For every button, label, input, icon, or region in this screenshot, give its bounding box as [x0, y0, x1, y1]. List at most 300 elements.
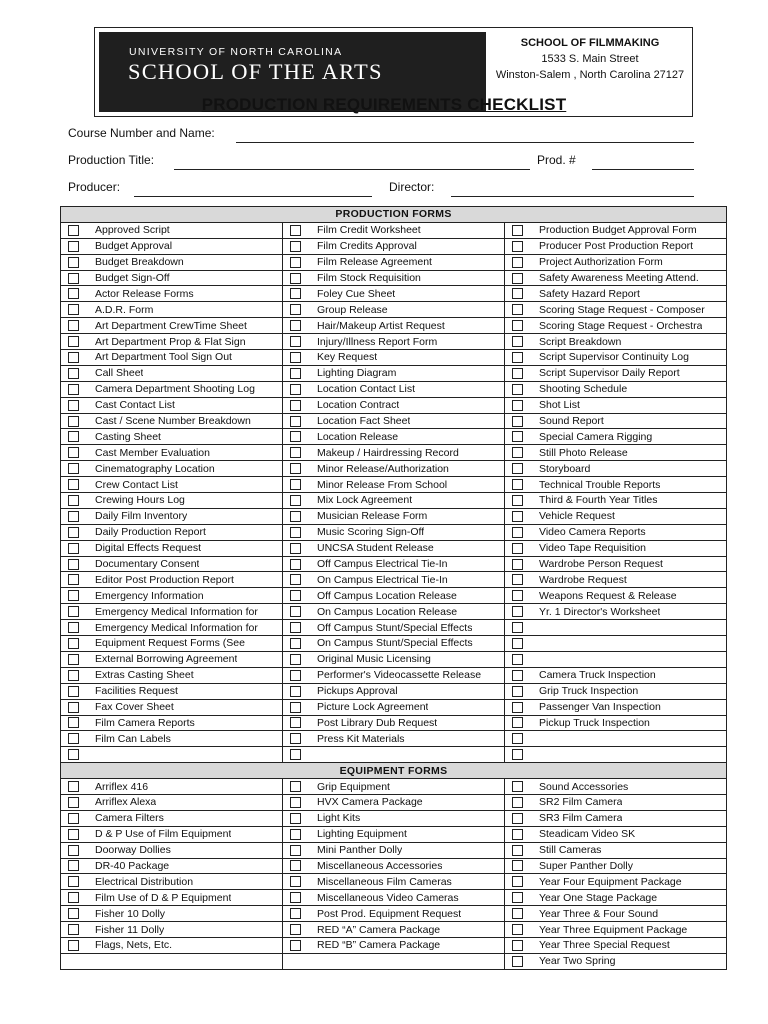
checklist-cell	[283, 397, 505, 413]
checkbox[interactable]	[68, 352, 79, 363]
checkbox[interactable]	[512, 860, 523, 871]
checkbox[interactable]	[68, 511, 79, 522]
checklist-cell	[505, 556, 727, 572]
checkbox[interactable]	[68, 733, 79, 744]
checkbox[interactable]	[68, 654, 79, 665]
checklist-row	[61, 508, 727, 524]
checkbox[interactable]	[512, 447, 523, 458]
producer-field[interactable]	[134, 196, 372, 197]
checkbox[interactable]	[512, 733, 523, 744]
checkbox[interactable]	[512, 717, 523, 728]
checkbox[interactable]	[290, 352, 301, 363]
checkbox[interactable]	[68, 606, 79, 617]
checkbox[interactable]	[512, 273, 523, 284]
checkbox[interactable]	[68, 543, 79, 554]
checkbox[interactable]	[512, 892, 523, 903]
checkbox[interactable]	[512, 797, 523, 808]
production-title-label: Production Title:	[68, 153, 155, 167]
checklist-item-label: Fisher 10 Dolly	[95, 907, 166, 920]
checklist-cell	[283, 429, 505, 445]
checklist-cell	[505, 588, 727, 604]
checkbox[interactable]	[290, 702, 301, 713]
checkbox[interactable]	[68, 288, 79, 299]
checkbox[interactable]	[68, 527, 79, 538]
checkbox[interactable]	[290, 400, 301, 411]
checkbox[interactable]	[290, 733, 301, 744]
checklist-cell	[283, 588, 505, 604]
checklist-cell	[283, 222, 505, 238]
checkbox[interactable]	[68, 908, 79, 919]
checkbox[interactable]	[68, 463, 79, 474]
checklist-cell	[61, 747, 283, 763]
checklist-item-label: Injury/Illness Report Form	[317, 335, 438, 348]
checkbox[interactable]	[512, 225, 523, 236]
checklist-item-label: Production Budget Approval Form	[539, 224, 697, 237]
checkbox[interactable]	[290, 638, 301, 649]
checklist-cell	[283, 254, 505, 270]
checklist-row	[61, 350, 727, 366]
checklist-item-label: Crewing Hours Log	[95, 494, 185, 507]
checklist-row	[61, 747, 727, 763]
checkbox[interactable]	[512, 606, 523, 617]
checkbox[interactable]	[512, 368, 523, 379]
checkbox[interactable]	[68, 384, 79, 395]
checklist-cell	[283, 318, 505, 334]
checklist-item-label: Project Authorization Form	[539, 256, 663, 269]
checklist-cell	[505, 477, 727, 493]
checklist-item-label: Year Four Equipment Package	[539, 875, 682, 888]
checkbox[interactable]	[290, 527, 301, 538]
checkbox[interactable]	[68, 829, 79, 840]
course-field[interactable]	[236, 142, 694, 143]
checklist-item-label: Makeup / Hairdressing Record	[317, 446, 459, 459]
checklist-cell	[61, 350, 283, 366]
checklist-cell	[505, 636, 727, 652]
checkbox[interactable]	[512, 352, 523, 363]
checkbox[interactable]	[512, 304, 523, 315]
checklist-cell	[505, 667, 727, 683]
checklist-item-label: Storyboard	[539, 462, 591, 475]
checkbox[interactable]	[290, 384, 301, 395]
checklist-item-label: Location Contract	[317, 399, 400, 412]
checkbox[interactable]	[68, 225, 79, 236]
checkbox[interactable]	[68, 845, 79, 856]
checklist-cell	[505, 381, 727, 397]
checkbox[interactable]	[512, 416, 523, 427]
checklist-item-label: Musician Release Form	[317, 510, 428, 523]
checkbox[interactable]	[68, 336, 79, 347]
checklist-item-label: Camera Filters	[95, 812, 164, 825]
checklist-item-label: Miscellaneous Video Cameras	[317, 891, 459, 904]
checklist-item-label: Crew Contact List	[95, 478, 178, 491]
checklist-item-label: Minor Release From School	[317, 478, 448, 491]
checklist-row	[61, 683, 727, 699]
checkbox[interactable]	[290, 225, 301, 236]
checkbox[interactable]	[68, 781, 79, 792]
checkbox[interactable]	[290, 320, 301, 331]
checklist-item-label: Editor Post Production Report	[95, 573, 234, 586]
checkbox[interactable]	[290, 304, 301, 315]
checkbox[interactable]	[512, 257, 523, 268]
checklist-cell	[61, 413, 283, 429]
checkbox[interactable]	[68, 749, 79, 760]
production-title-field[interactable]	[174, 169, 530, 170]
checklist-row	[61, 397, 727, 413]
checkbox[interactable]	[290, 654, 301, 665]
checkbox[interactable]	[68, 416, 79, 427]
checklist-cell	[61, 302, 283, 318]
checkbox[interactable]	[512, 876, 523, 887]
checkbox[interactable]	[68, 860, 79, 871]
checkbox[interactable]	[512, 384, 523, 395]
checkbox[interactable]	[512, 670, 523, 681]
checklist-cell	[505, 524, 727, 540]
checklist-item-label: Foley Cue Sheet	[317, 287, 396, 300]
checklist-cell	[505, 365, 727, 381]
checklist-cell	[283, 858, 505, 874]
checklist-cell	[505, 715, 727, 731]
checklist-row	[61, 937, 727, 953]
checkbox[interactable]	[68, 702, 79, 713]
checkbox[interactable]	[290, 940, 301, 951]
checklist-cell	[283, 731, 505, 747]
checkbox[interactable]	[290, 829, 301, 840]
checkbox[interactable]	[290, 892, 301, 903]
checklist-cell	[61, 810, 283, 826]
checkbox[interactable]	[512, 479, 523, 490]
checklist-row	[61, 826, 727, 842]
checklist-cell	[61, 826, 283, 842]
checkbox[interactable]	[290, 416, 301, 427]
checkbox[interactable]	[68, 686, 79, 697]
checkbox[interactable]	[68, 670, 79, 681]
checklist-cell	[61, 397, 283, 413]
checkbox[interactable]	[68, 431, 79, 442]
checklist-item-label: Film Credits Approval	[317, 240, 417, 253]
checklist-cell	[505, 937, 727, 953]
checkbox[interactable]	[512, 702, 523, 713]
checkbox[interactable]	[290, 813, 301, 824]
checklist-cell	[61, 286, 283, 302]
checklist-row	[61, 604, 727, 620]
checkbox[interactable]	[290, 463, 301, 474]
checklist-item-label: Daily Film Inventory	[95, 510, 188, 523]
checklist-cell	[61, 493, 283, 509]
checkbox[interactable]	[68, 622, 79, 633]
checkbox[interactable]	[68, 717, 79, 728]
checklist-item-label: Technical Trouble Reports	[539, 478, 661, 491]
checklist-cell	[283, 413, 505, 429]
checkbox[interactable]	[512, 320, 523, 331]
checkbox[interactable]	[512, 845, 523, 856]
checkbox[interactable]	[512, 622, 523, 633]
checkbox[interactable]	[512, 654, 523, 665]
checklist-cell	[505, 906, 727, 922]
checklist-cell	[283, 906, 505, 922]
checklist-item-label: Pickup Truck Inspection	[539, 716, 650, 729]
checklist-cell	[61, 461, 283, 477]
checkbox[interactable]	[290, 543, 301, 554]
checkbox[interactable]	[68, 797, 79, 808]
checkbox[interactable]	[290, 559, 301, 570]
checkbox[interactable]	[512, 686, 523, 697]
checkbox[interactable]	[68, 590, 79, 601]
checklist-cell	[283, 604, 505, 620]
checklist-item-label: Sound Report	[539, 415, 604, 428]
checklist-item-label: Location Contact List	[317, 383, 416, 396]
checklist-item-label: Shooting Schedule	[539, 383, 628, 396]
checklist-item-label: D & P Use of Film Equipment	[95, 828, 232, 841]
checkbox[interactable]	[290, 622, 301, 633]
checklist-item-label: Year Two Spring	[539, 955, 616, 968]
checklist-item-label: Still Cameras	[539, 844, 602, 857]
checklist-cell	[283, 715, 505, 731]
checklist-cell	[283, 794, 505, 810]
checklist-item-label: Group Release	[317, 303, 388, 316]
checkbox[interactable]	[512, 956, 523, 967]
checklist-cell	[283, 270, 505, 286]
checkbox[interactable]	[512, 400, 523, 411]
checkbox[interactable]	[512, 431, 523, 442]
checkbox[interactable]	[68, 257, 79, 268]
checklist-item-label: DR-40 Package	[95, 859, 170, 872]
checkbox[interactable]	[290, 368, 301, 379]
checklist-item-label: Budget Sign-Off	[95, 272, 170, 284]
director-label: Director:	[389, 180, 435, 194]
checklist-cell	[505, 572, 727, 588]
checkbox[interactable]	[512, 908, 523, 919]
checklist-item-label: Miscellaneous Accessories	[317, 859, 443, 872]
checklist-row	[61, 318, 727, 334]
checklist-row	[61, 445, 727, 461]
checkbox[interactable]	[68, 320, 79, 331]
checklist-row	[61, 302, 727, 318]
checklist-item-label: Documentary Consent	[95, 558, 200, 571]
checklist-cell	[283, 365, 505, 381]
checkbox[interactable]	[290, 781, 301, 792]
checkbox[interactable]	[512, 829, 523, 840]
checklist-item-label: Mix Lock Agreement	[317, 494, 413, 507]
checklist-cell	[61, 636, 283, 652]
checklist-item-label: Arriflex Alexa	[95, 796, 157, 809]
checkbox[interactable]	[290, 495, 301, 506]
checkbox[interactable]	[512, 495, 523, 506]
checklist-item-label: Actor Release Forms	[95, 287, 194, 300]
producer-label: Producer:	[68, 180, 121, 194]
checkbox[interactable]	[512, 574, 523, 585]
checkbox[interactable]	[290, 288, 301, 299]
checklist-item-label: Digital Effects Request	[95, 542, 202, 555]
checklist-item-label: A.D.R. Form	[95, 303, 154, 316]
checkbox[interactable]	[512, 638, 523, 649]
checkbox[interactable]	[68, 479, 79, 490]
checklist-cell	[283, 350, 505, 366]
checkbox[interactable]	[512, 813, 523, 824]
checklist-cell	[283, 461, 505, 477]
checkbox[interactable]	[512, 527, 523, 538]
checklist-item-label: RED “A” Camera Package	[317, 923, 441, 936]
checkbox[interactable]	[68, 495, 79, 506]
checkbox[interactable]	[290, 574, 301, 585]
checkbox[interactable]	[512, 288, 523, 299]
checkbox[interactable]	[68, 638, 79, 649]
checkbox[interactable]	[512, 781, 523, 792]
checkbox[interactable]	[68, 368, 79, 379]
checkbox[interactable]	[290, 908, 301, 919]
checklist-cell	[61, 318, 283, 334]
checkbox[interactable]	[68, 876, 79, 887]
checklist-cell	[505, 953, 727, 969]
checklist-item-label: Casting Sheet	[95, 430, 161, 443]
checklist-cell	[505, 318, 727, 334]
checklist-row	[61, 953, 727, 969]
checklist-item-label: Equipment Request Forms (See	[95, 637, 245, 650]
checkbox[interactable]	[290, 860, 301, 871]
checklist-item-label: Facilities Request	[95, 685, 178, 698]
checkbox[interactable]	[290, 479, 301, 490]
checklist-row	[61, 493, 727, 509]
checklist-item-label: Wardrobe Person Request	[539, 558, 663, 571]
checkbox[interactable]	[290, 447, 301, 458]
director-field[interactable]	[451, 196, 694, 197]
checkbox[interactable]	[290, 336, 301, 347]
checklist-item-label: Script Supervisor Daily Report	[539, 367, 680, 380]
checkbox[interactable]	[512, 463, 523, 474]
checklist-item-label: Fax Cover Sheet	[95, 701, 174, 714]
checkbox[interactable]	[68, 304, 79, 315]
checkbox[interactable]	[290, 257, 301, 268]
checkbox[interactable]	[68, 241, 79, 252]
checklist-cell	[505, 445, 727, 461]
checkbox[interactable]	[290, 590, 301, 601]
checklist-item-label: Camera Truck Inspection	[539, 669, 656, 682]
checklist-item-label: Miscellaneous Film Cameras	[317, 875, 452, 888]
checklist-cell	[505, 810, 727, 826]
address-city: Winston-Salem , North Carolina 27127	[495, 69, 685, 81]
checklist-cell	[61, 794, 283, 810]
checklist-cell	[505, 683, 727, 699]
checklist-item-label: Music Scoring Sign-Off	[317, 526, 425, 539]
checklist-item-label: Minor Release/Authorization	[317, 462, 449, 475]
section-header-row	[61, 207, 727, 223]
checkbox[interactable]	[290, 670, 301, 681]
checklist-cell	[283, 683, 505, 699]
checklist-cell	[283, 842, 505, 858]
checklist-cell	[61, 238, 283, 254]
checkbox[interactable]	[68, 447, 79, 458]
checkbox[interactable]	[68, 273, 79, 284]
checkbox[interactable]	[68, 400, 79, 411]
checklist-cell	[283, 667, 505, 683]
checklist-cell	[505, 540, 727, 556]
checklist-item-label: Scoring Stage Request - Composer	[539, 303, 705, 316]
checkbox[interactable]	[290, 431, 301, 442]
checklist-item-label: SR3 Film Camera	[539, 812, 623, 825]
checkbox[interactable]	[290, 511, 301, 522]
prod-number-field[interactable]	[592, 169, 694, 170]
checkbox[interactable]	[290, 749, 301, 760]
checklist-item-label: On Campus Stunt/Special Effects	[317, 637, 473, 650]
checklist-item-label: Vehicle Request	[539, 510, 615, 523]
checklist-cell	[283, 540, 505, 556]
checklist-row	[61, 715, 727, 731]
checkbox[interactable]	[290, 876, 301, 887]
checkbox[interactable]	[290, 717, 301, 728]
checklist-item-label: Year Three Equipment Package	[539, 923, 688, 936]
checklist-cell	[61, 906, 283, 922]
checkbox[interactable]	[512, 241, 523, 252]
checklist-item-label: SR2 Film Camera	[539, 796, 623, 809]
checklist-cell	[61, 858, 283, 874]
checklist-row	[61, 922, 727, 938]
checklist-cell	[505, 270, 727, 286]
checklist-item-label: Picture Lock Agreement	[317, 701, 429, 714]
school-name: SCHOOL OF FILMMAKING	[520, 37, 660, 49]
checklist-item-label: Art Department CrewTime Sheet	[95, 319, 247, 332]
checkbox[interactable]	[512, 559, 523, 570]
checkbox[interactable]	[512, 511, 523, 522]
checkbox[interactable]	[290, 606, 301, 617]
checklist-row	[61, 381, 727, 397]
checklist-cell	[61, 842, 283, 858]
checklist-item-label: Emergency Medical Information for	[95, 621, 258, 634]
checkbox[interactable]	[512, 543, 523, 554]
checklist-item-label: Shot List	[539, 399, 580, 412]
checklist-item-label: Film Can Labels	[95, 732, 171, 745]
checkbox[interactable]	[512, 924, 523, 935]
checkbox[interactable]	[512, 749, 523, 760]
checklist-cell	[505, 493, 727, 509]
checklist-row	[61, 413, 727, 429]
checklist-cell	[283, 477, 505, 493]
checkbox[interactable]	[68, 574, 79, 585]
checklist-item-label: HVX Camera Package	[317, 796, 423, 809]
checklist-item-label: Arriflex 416	[95, 780, 149, 793]
checkbox[interactable]	[68, 559, 79, 570]
checkbox[interactable]	[290, 845, 301, 856]
checklist-item-label: Super Panther Dolly	[539, 859, 633, 872]
checklist-cell	[61, 556, 283, 572]
checklist-cell	[283, 334, 505, 350]
checkbox[interactable]	[512, 336, 523, 347]
checklist-cell	[283, 953, 505, 969]
checklist-cell	[505, 222, 727, 238]
checklist-cell	[61, 937, 283, 953]
checkbox[interactable]	[512, 590, 523, 601]
checklist-item-label: Producer Post Production Report	[539, 240, 694, 253]
checkbox[interactable]	[290, 241, 301, 252]
checklist-row	[61, 874, 727, 890]
checkbox[interactable]	[290, 686, 301, 697]
checkbox[interactable]	[290, 273, 301, 284]
checkbox[interactable]	[68, 813, 79, 824]
checklist-item-label: Location Release	[317, 430, 399, 443]
checklist-item-label: Film Release Agreement	[317, 256, 432, 269]
checklist-row	[61, 254, 727, 270]
checkbox[interactable]	[68, 940, 79, 951]
checklist-row	[61, 540, 727, 556]
logo-school-text: SCHOOL OF THE ARTS	[128, 59, 383, 84]
checkbox[interactable]	[290, 924, 301, 935]
checklist-cell	[283, 874, 505, 890]
checkbox[interactable]	[512, 940, 523, 951]
course-label: Course Number and Name:	[68, 126, 215, 140]
checkbox[interactable]	[290, 797, 301, 808]
checkbox[interactable]	[68, 892, 79, 903]
checkbox[interactable]	[68, 924, 79, 935]
checklist-cell	[505, 731, 727, 747]
checklist-cell	[505, 842, 727, 858]
